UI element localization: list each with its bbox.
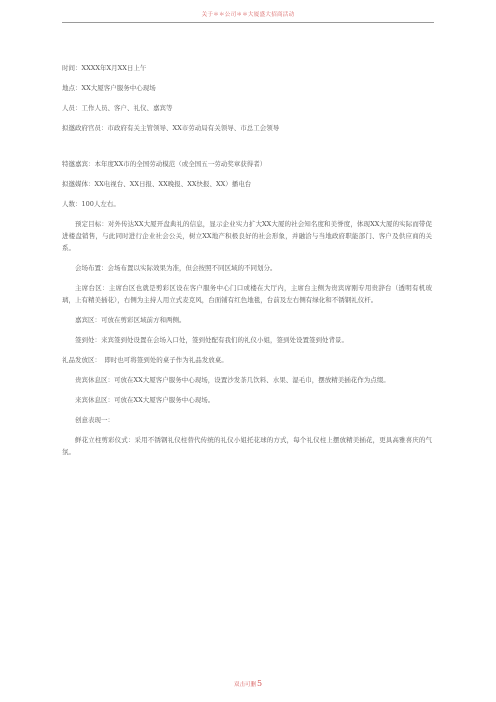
page-header: 关于＊＊公司＊＊大厦盛大招商活动: [201, 12, 295, 18]
body-paragraph: 创意表现一：: [75, 416, 114, 424]
body-paragraph: 主席台区：主席台区也就是剪彩区设在客户服务中心门口或楼在大厅内，主席台主侧为贵宾席刚专用贵辞台（透明有机玻璃，上有精美插花），右侧为主持人用立式麦克风，台面铺有红色地毯，台前及左右侧有绿化和不锈钢礼仪杆。: [62, 284, 432, 304]
paragraph-location: 地点：XX大厦客户服务中心现场: [62, 84, 156, 92]
page-footer: [0, 676, 496, 690]
paragraph-time: 时间：XXXX年X月XX日上午: [62, 64, 147, 72]
body-paragraph: 人数：100人左右。: [62, 200, 120, 208]
body-paragraph: 贵宾休息区：可放在XX大厦客户服务中心现场，设置沙发茶几饮料、水果、湿毛巾，摆放精美插花作为点缀。: [75, 376, 390, 384]
body-paragraph: 礼品发放区： 即时也可将签到处的桌子作为礼品发放桌。: [62, 356, 228, 364]
paragraph-personnel: 人员：工作人员、客户、礼仪、嘉宾等: [62, 104, 173, 112]
header-divider: [62, 22, 434, 23]
body-paragraph: 来宾休息区：可放在XX大厦客户服务中心现场。: [75, 396, 215, 404]
body-paragraph: 特邀嘉宾：本年度XX市的全国劳动模范（或全国五一劳动奖章获得者）: [62, 160, 267, 168]
body-paragraph: 会场布置：会场布置以实际效果为准，但会按照不同区域的不同划分。: [75, 264, 277, 272]
page-number: 5: [256, 679, 263, 688]
body-paragraph: 嘉宾区：可放在剪彩区域前方和两侧。: [75, 316, 186, 324]
body-paragraph: 签到处：来宾签到处设置在会场入口处，签到处配有我们的礼仪小姐，签到处设置签到处背景。: [75, 336, 348, 344]
blank-spacer: [62, 142, 432, 158]
main-paragraphs: [62, 158, 432, 458]
footer-text: 双击可删: [233, 682, 256, 688]
body-paragraph: 预定目标：对外传达XX大厦开盘典礼的信息，显示企业实力扩大XX大厦的社会知名度和美誉度，体现XX大厦的实际而带促进楼盘销售，与此同时进行企业社会公关，树立XX地产积极良好的社会形象，并融洽与当地政府职能部门、客户及供应商的关系。: [62, 220, 432, 252]
paragraph-invited-officials: 拟邀政府官员：市政府有关主管领导、XX市劳动局有关领导、市总工会领导: [62, 124, 280, 132]
body-paragraph: 鲜花立柱剪彩仪式：采用不锈钢礼仪柱替代传统的礼仪小姐托花球的方式，每个礼仪柱上摆放精美插花，更具高雅喜庆的气氛。: [62, 436, 432, 456]
document-body: [62, 62, 432, 466]
body-paragraph: 拟邀媒体：XX电视台、XX日报、XX晚报、XX快报、XX）播电台: [62, 180, 252, 188]
